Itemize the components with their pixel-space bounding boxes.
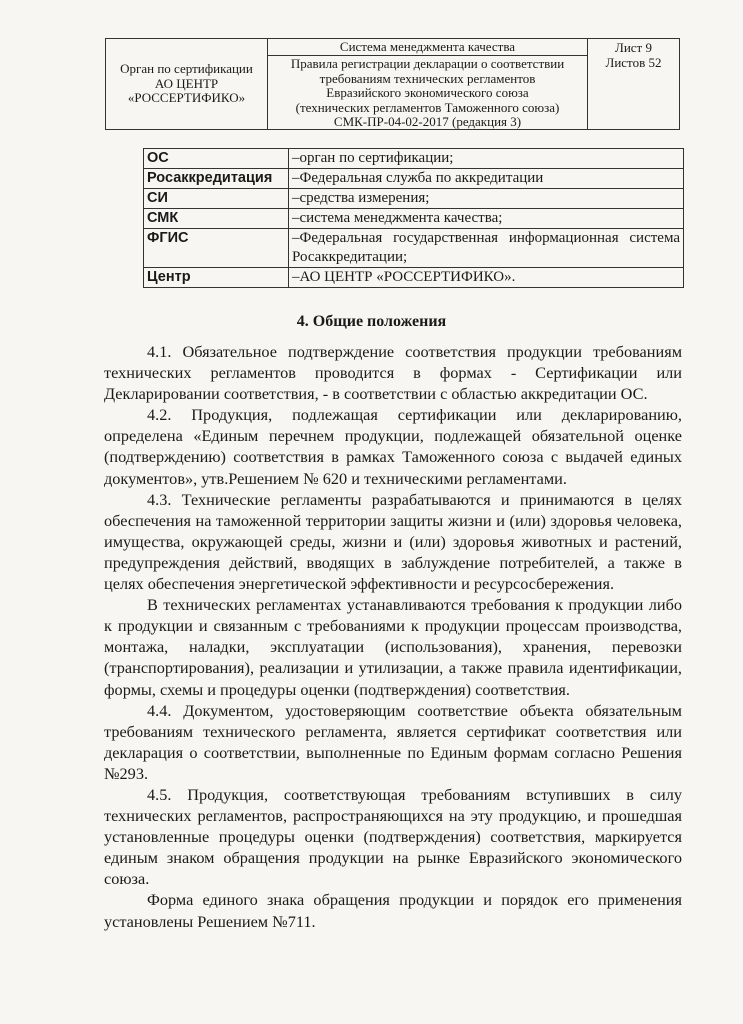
abbreviation-definition: –Федеральная государственная информационная система Росаккредитации;	[289, 229, 684, 268]
abbreviation-definition: –Федеральная служба по аккредитации	[289, 169, 684, 189]
table-row	[144, 169, 684, 189]
document-header	[105, 38, 680, 130]
rules-line: требованиям технических регламентов	[319, 70, 536, 86]
abbreviation-term: СМК	[144, 209, 289, 229]
sheet-number: Лист 9	[615, 40, 652, 55]
sheet-info-cell	[588, 39, 679, 129]
abbreviation-term: Центр	[144, 268, 289, 288]
table-row	[144, 268, 684, 288]
paragraph: 4.2. Продукция, подлежащая сертификации или декларированию, определена «Единым перечнем продукции, подлежащей обязательной оценке (подтверждению) соответствия в рамках Таможенного союза с выдачей единых документов», утв.Решением № 620 и техническими регламентами.	[104, 405, 682, 488]
sheets-total: Листов 52	[605, 54, 662, 70]
rules-title	[268, 56, 587, 130]
org-line: Орган по сертификации	[120, 61, 253, 77]
paragraph: 4.3. Технические регламенты разрабатываются и принимаются в целях обеспечения на таможенной территории защиты жизни и (или) здоровья человека, имущества, окружающей среды, жизни и (или) здоровья животных и растений, предупреждения действий, вводящих в заблуждение потребителей, а также в целях обеспечения энергетической эффективности и ресурсосбережения.	[104, 489, 682, 594]
abbreviations-table	[143, 148, 684, 288]
document-title-cell	[268, 39, 588, 129]
paragraph: Форма единого знака обращения продукции и порядок его применения установлены Решением №711.	[104, 890, 682, 931]
abbreviation-term: ОС	[144, 149, 289, 169]
table-row	[144, 229, 684, 268]
abbreviation-definition: –орган по сертификации;	[289, 149, 684, 169]
paragraph: 4.5. Продукция, соответствующая требованиям вступивших в силу технических регламентов, распространяющихся на эту продукцию, и прошедшая установленные процедуры оценки (подтверждения) соответствия, маркируется единым знаком обращения продукции на рынке Евразийского экономического союза.	[104, 784, 682, 889]
abbreviation-definition: –средства измерения;	[289, 189, 684, 209]
paragraph: 4.4. Документом, удостоверяющим соответствие объекта обязательным требованиям технического регламента, является сертификат соответствия или декларация о соответствии, выполненные по Единым формам согласно Решения №293.	[104, 700, 682, 783]
abbreviation-term: ФГИС	[144, 229, 289, 268]
abbreviation-term: СИ	[144, 189, 289, 209]
quality-system-label: Система менеджмента качества	[268, 39, 587, 56]
table-row	[144, 209, 684, 229]
rules-line: (технических регламентов Таможенного союза)	[295, 99, 560, 115]
section-body	[104, 341, 682, 932]
abbreviation-definition: –система менеджмента качества;	[289, 209, 684, 229]
org-line: АО ЦЕНТР	[154, 75, 219, 91]
paragraph: В технических регламентах устанавливаются требования к продукции либо к продукции и связанным с требованиями к продукции процессам производства, монтажа, наладки, эксплуатации (использования), хранения, перевозки (транспортирования), реализации и утилизации, а также правила идентификации, формы, схемы и процедуры оценки (подтверждения) соответствия.	[104, 595, 682, 699]
abbreviation-definition: –АО ЦЕНТР «РОССЕРТИФИКО».	[289, 268, 684, 288]
document-code: СМК-ПР-04-02-2017 (редакция 3)	[333, 114, 522, 129]
rules-line: Правила регистрации декларации о соответствии	[290, 56, 565, 71]
paragraph: 4.1. Обязательное подтверждение соответствия продукции требованиям технических регламентов проводится в формах - Сертификации или Декларировании соответствия, - в соответствии с областью аккредитации ОС.	[104, 342, 682, 404]
certification-body-cell	[106, 39, 268, 129]
table-row	[144, 149, 684, 169]
abbreviation-term: Росаккредитация	[144, 169, 289, 189]
rules-line: Евразийского экономического союза	[326, 85, 529, 100]
table-row	[144, 189, 684, 209]
org-line: «РОССЕРТИФИКО»	[127, 90, 246, 106]
section-heading: 4. Общие положения	[296, 313, 447, 330]
